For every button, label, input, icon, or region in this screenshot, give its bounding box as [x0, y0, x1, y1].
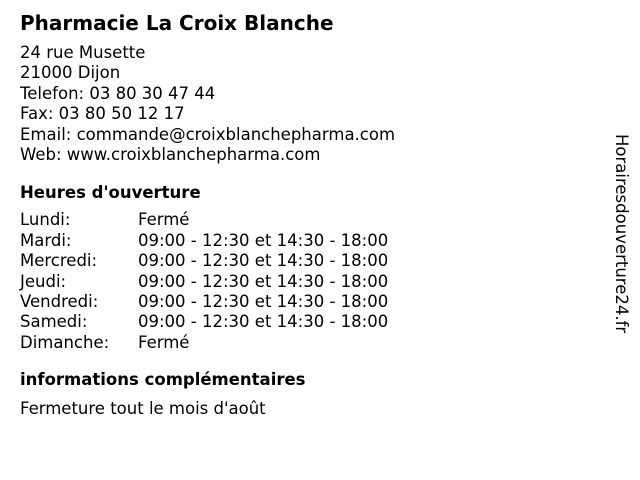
day-hours: 09:00 - 12:30 et 14:30 - 18:00 — [138, 292, 389, 312]
pharmacy-name: Pharmacie La Croix Blanche — [20, 11, 334, 35]
day-label: Jeudi: — [20, 271, 67, 291]
hours-row-wednesday — [20, 251, 600, 271]
extra-info-text: Fermeture tout le mois d'août — [20, 399, 266, 419]
phone-number[interactable]: Telefon: 03 80 30 47 44 — [20, 83, 216, 103]
email-address[interactable]: Email: commande@croixblanchepharma.com — [20, 124, 396, 144]
hours-row-sunday — [20, 333, 600, 353]
fax-number: Fax: 03 80 50 12 17 — [20, 104, 185, 124]
hours-row-friday — [20, 292, 600, 312]
website[interactable]: Web: www.croixblanchepharma.com — [20, 145, 321, 165]
hours-row-saturday — [20, 312, 600, 332]
extra-info-heading: informations complémentaires — [20, 370, 306, 390]
day-label: Mardi: — [20, 230, 72, 250]
day-hours: 09:00 - 12:30 et 14:30 - 18:00 — [138, 271, 389, 291]
hours-table — [20, 210, 600, 353]
hours-row-thursday — [20, 272, 600, 292]
watermark-text: Horairesdouverture24.fr — [612, 134, 631, 334]
day-hours: Fermé — [138, 210, 190, 230]
day-hours: Fermé — [138, 332, 190, 352]
pharmacy-card — [20, 10, 600, 419]
day-label: Vendredi: — [20, 292, 99, 312]
day-label: Samedi: — [20, 312, 88, 332]
hours-heading: Heures d'ouverture — [20, 183, 201, 203]
contact-block — [20, 43, 600, 165]
city: 21000 Dijon — [20, 63, 121, 83]
day-hours: 09:00 - 12:30 et 14:30 - 18:00 — [138, 251, 389, 271]
day-label: Mercredi: — [20, 251, 98, 271]
day-hours: 09:00 - 12:30 et 14:30 - 18:00 — [138, 230, 389, 250]
day-hours: 09:00 - 12:30 et 14:30 - 18:00 — [138, 312, 389, 332]
hours-row-tuesday — [20, 231, 600, 251]
day-label: Lundi: — [20, 210, 71, 230]
street-address: 24 rue Musette — [20, 43, 146, 62]
day-label: Dimanche: — [20, 332, 110, 352]
hours-row-monday — [20, 210, 600, 230]
